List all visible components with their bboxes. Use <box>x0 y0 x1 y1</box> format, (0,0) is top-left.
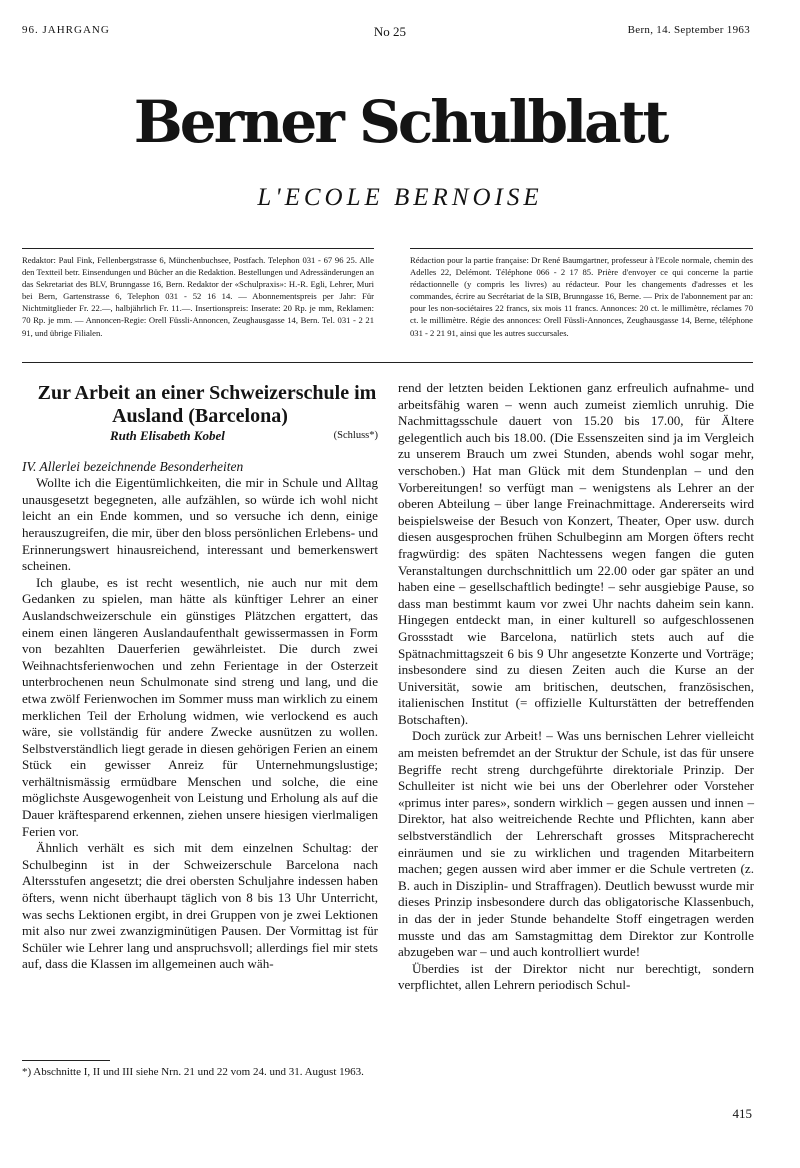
volume-label: 96. JAHRGANG <box>22 24 110 36</box>
footnote-divider <box>22 1060 110 1061</box>
impressum-divider <box>22 362 753 363</box>
impressum-german-text: Redaktor: Paul Fink, Fellenbergstrasse 6, Münchenbuchsee, Postfach. Telephon 031 - 67 96 25. Alle den Textteil betr. Einsendungen und Bücher an die Redaktion. Bestellungen und Adressänderungen an das Sekretariat des BLV, Brunngasse 16, Bern. Redaktor der «Schulpraxis»: H.-R. Egli, Lehrer, Muri bei Bern, Gartenstrasse 6, Telephon 031 - 52 16 14. — Abonnementspreis per Jahr: Für Nichtmitglieder Fr. 22.—, halbjährlich Fr. 11.—. Insertionspreis: Inserate: 20 Rp. je mm, Reklamen: 70 Rp. je mm. — Annoncen-Regie: Orell Füssli-Annoncen, Zeughausgasse 14, Bern. Tel. 031 - 2 21 91, und übrige Filialen. <box>22 255 374 338</box>
paragraph: rend der letzten beiden Lektionen ganz erfreulich aufnahme- und arbeitsfähig waren – wenn auch zumeist ziemlich unruhig. Die Nachmittagsschule dauert von 15.20 bis 17.00, für Ältere gelegentlich auch bis 18.00. (Die Essenszeiten sind ja im Vergleich zu unserem Brauch um zwei Stunden, abends wohl sogar mehr, verschoben.) Hat man Glück mit dem Stundenplan – und den Vorbereitungen! so verfügt man – wenigstens als Lehrer an der oberen Abteilung – über lange Freinachmittage. Andererseits wird beispielsweise der Besuch von Konzert, Theater, Oper usw. durch diesen ausgesprochen frühen Schulbeginn am Morgen öfters recht fragwürdig: des späten Nachtessens wegen fangen die guten Veranstaltungen durchschnittlich um 22.00 oder gar später an und haben eine – gesellschaftlich bedingte! – sehr ausgiebige Pause, so dass man bestimmt kaum vor zwei Uhr nachts daheim sein kann. Hingegen entdeckt man, in einer kulturell so aufgeschlossenen Grossstadt wie Barcelona, natürlich stets auch auf die Spätnachmittagszeit 6 bis 9 Uhr angesetzte Konzerte und Vorträge; insbesondere sind zu diesen Zeiten auch die Kurse an der Universität, sowie am britischen, deutschen, französischen, italienischen Institut (= offizielle Kulturstätten der betreffenden Botschaften). <box>398 380 754 727</box>
footnote <box>22 1065 378 1079</box>
paragraph: Ich glaube, es ist recht wesentlich, nie auch nur mit dem Gedanken zu spielen, man hätte als künftiger Lehrer an einer Auslandschweizerschule ein günstiges Plätzchen ergattert, das einem einen längeren Auslandaufenthalt gewissermassen in Form von bezahlten Dauerferien gewährleistet. Die durch zwei Weihnachtsferienwochen und zehn Ferientage in der Osterzeit unterbrochenen neun Schulmonate sind streng und lang, und die etwa zwölf Ferienwochen im Sommer muss man wirklich zu einem merklichen Teil der Erholung widmen, wie verlockend es auch wäre, sie vollständig für andere Zwecke ausnützen zu wollen. Selbstverständlich liegt gerade in diesen gehörigen Ferien an einem Stück ein gewisser Anreiz für Unternehmungslustige; verhältnismässig ermüdbare Menschen und solche, die eine möglichste Ausgewogenheit von Leistung und Erholung als auf die Dauer kräftesparend erkennen, ziehen unsere hiesigen vierlmaligen Ferien vor. <box>22 574 378 839</box>
paragraph: Überdies ist der Direktor nicht nur berechtigt, sondern verpflichtet, allen Lehrern periodisch Schul- <box>398 960 754 993</box>
masthead-subtitle: L'ECOLE BERNOISE <box>257 184 543 211</box>
byline <box>22 428 378 445</box>
footnote-text: *) Abschnitte I, II und III siehe Nrn. 21 und 22 vom 24. und 31. August 1963. <box>22 1066 364 1078</box>
impressum-french <box>410 254 753 339</box>
article-column-right <box>398 380 754 994</box>
page-number: 415 <box>732 1106 752 1121</box>
paragraph: Ähnlich verhält es sich mit dem einzelnen Schultag: der Schulbeginn ist in der Schweizerschule Barcelona nach Altersstufen angesetzt; die drei obersten Schuljahre indessen haben öfters, wenn nicht überhaupt täglich von 8 bis 13 Uhr Unterricht, was sechs Lektionen ergibt, in drei Gruppen von je zwei Lektionen mit also nur zwei zwanzigminütigen Pausen. Der Vormittag ist für Schüler wie Lehrer lang und anspruchsvoll; allerdings fiel mir stets auf, dass die Klassen im allgemeinen auch wäh- <box>22 840 378 972</box>
masthead-title: Berner Schulblatt <box>133 88 667 156</box>
issue-number: No 25 <box>373 24 407 39</box>
paragraph: Doch zurück zur Arbeit! – Was uns bernischen Lehrer vielleicht am meisten befremdet an der Struktur der Schule, ist das für unsere Begriffe recht streng durchgeführte direktoriale Prinzip. Der Schulleiter ist nicht wie bei uns der Oberlehrer oder Vorsteher «primus inter pares», sondern wirklich – gegen aussen und innen – Direktor, hat also weitreichende Rechte und Pflichten, kann aber selbstverständlich der Lehrerschaft grosses Mitspracherecht einräumen und sie zu wirklichen und tragenden Mitarbeitern machen; gegen aussen wird aber immer er die Schule vertreten (z. B. auch in Disziplin- und Straffragen). Deutlich bewusst wurde mir dieses Prinzip insbesondere durch das obligatorische Klassenbuch, in das der in jeder Stunde behandelte Stoff eingetragen werden musste und das am Samstagmittag dem Direktor zur Kontrolle abzugeben war – und auch kontrolliert wurde! <box>398 728 754 960</box>
article-title: Zur Arbeit an einer Schweizerschule im Ausland (Barcelona) <box>37 382 377 427</box>
article-column-left <box>22 382 378 973</box>
article-author: Ruth Elisabeth Kobel <box>110 428 225 443</box>
section-heading: IV. Allerlei bezeichnende Besonderheiten <box>22 458 244 474</box>
impressum-french-text: Rédaction pour la partie française: Dr René Baumgartner, professeur à l'Ecole normale, chemin des Adelles 22, Delémont. Téléphone 066 - 2 17 85. Prière d'envoyer ce qui concerne la partie rédactionnelle (y compris les livres) au rédacteur. Pour les changements d'adresses et les commandes, écrire au Secrétariat de la SIB, Brunngasse 16, Berne. — Prix de l'abonnement par an: pour les non-sociétaires 22 francs, six mois 11 francs. Annonces: 20 ct. le millimètre, réclames 70 ct. le millimètre. Régie des annonces: Orell Füssli-Annonces, Zeughausgasse 14, Berne, téléphone 031 - 2 21 91, ainsi que les autres succursales. <box>410 255 753 338</box>
top-divider <box>22 248 374 249</box>
impressum-german <box>22 254 374 339</box>
continuation-note: (Schluss*) <box>333 430 378 441</box>
top-divider <box>410 248 753 249</box>
paragraph: Wollte ich die Eigentümlichkeiten, die mir in Schule und Alltag unausgesetzt begegneten, alle aufzählen, so würde ich wohl nicht leicht an ein Ende kommen, und so versuche ich denn, einige herauszugreifen, die mir, über den bloss persönlichen Erlebens- und Erinnerungswert hinausreichend, interessant und bemerkenswert scheinen. <box>22 475 378 574</box>
issue-date: Bern, 14. September 1963 <box>627 24 750 36</box>
